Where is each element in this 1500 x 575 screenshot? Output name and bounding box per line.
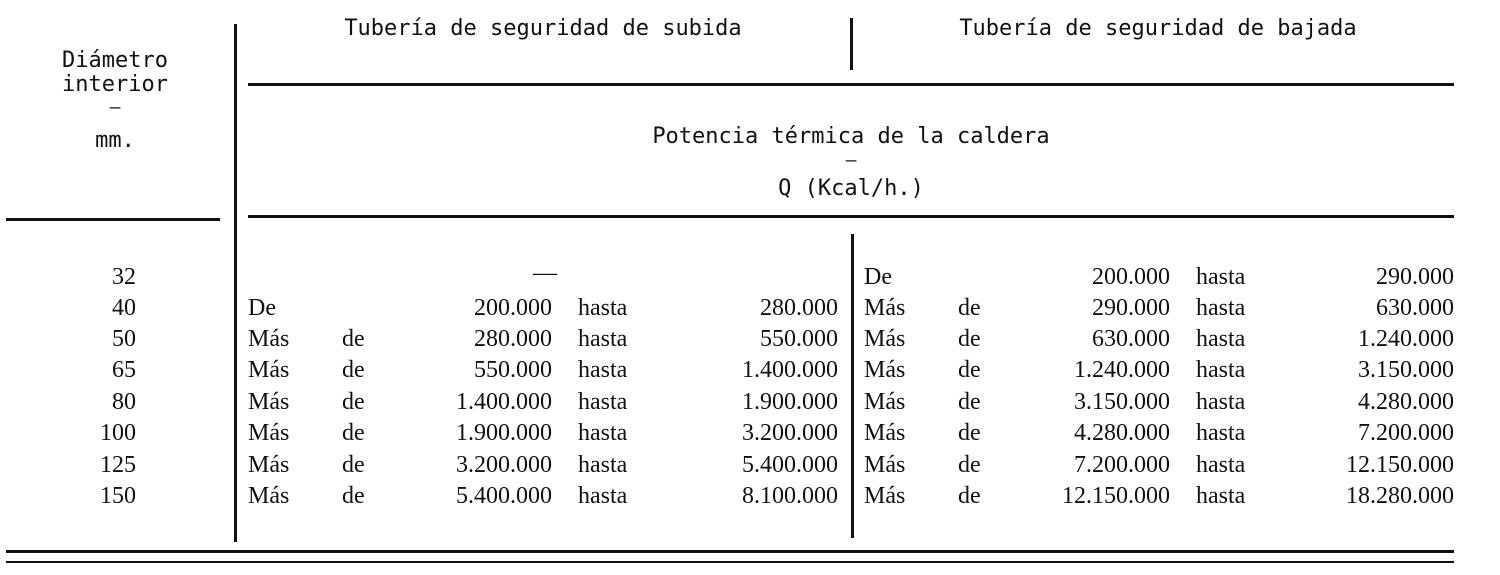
- potencia-dash: —: [845, 150, 857, 171]
- bajada-prefix-cell: Más: [864, 389, 906, 415]
- subida-hasta-cell: hasta: [578, 452, 628, 478]
- bajada-from-cell: 630.000: [1092, 326, 1170, 352]
- bajada-from-cell: 12.150.000: [1062, 483, 1170, 509]
- subida-hasta-cell: hasta: [578, 326, 628, 352]
- bajada-from-cell: 200.000: [1092, 264, 1170, 290]
- subida-prefix-cell: Más: [248, 389, 290, 415]
- bajada-to-cell: 7.200.000: [1358, 420, 1454, 446]
- diametro-cell: 80: [112, 389, 136, 415]
- bajada-prefix-cell: Más: [864, 483, 906, 509]
- subida-from-cell: 1.400.000: [456, 389, 552, 415]
- bajada-to-cell: 1.240.000: [1358, 326, 1454, 352]
- bajada-de-cell: de: [958, 295, 981, 321]
- bajada-hasta-cell: hasta: [1196, 264, 1246, 290]
- diametro-cell: 40: [112, 295, 136, 321]
- subida-hasta-cell: hasta: [578, 357, 628, 383]
- bajada-de-cell: de: [958, 483, 981, 509]
- subida-to-cell: 3.200.000: [742, 420, 838, 446]
- bajada-to-cell: 3.150.000: [1358, 357, 1454, 383]
- diametro-cell: 32: [112, 264, 136, 290]
- bajada-prefix-cell: Más: [864, 420, 906, 446]
- header-rule-upper: [248, 83, 1454, 86]
- subida-prefix-cell: Más: [248, 452, 290, 478]
- subida-prefix-cell: Más: [248, 483, 290, 509]
- diametro-cell: 100: [100, 420, 136, 446]
- subida-de-cell: de: [342, 420, 365, 446]
- bajada-prefix-cell: De: [864, 264, 892, 290]
- subida-hasta-cell: hasta: [578, 295, 628, 321]
- subida-de-cell: de: [342, 389, 365, 415]
- diametro-cell: 125: [100, 452, 136, 478]
- bajada-hasta-cell: hasta: [1196, 295, 1246, 321]
- potencia-unit: Q (Kcal/h.): [778, 176, 924, 201]
- subida-title: Tubería de seguridad de subida: [344, 16, 742, 41]
- bajada-hasta-cell: hasta: [1196, 326, 1246, 352]
- bajada-prefix-cell: Más: [864, 452, 906, 478]
- bajada-to-cell: 290.000: [1376, 264, 1454, 290]
- subida-de-cell: de: [342, 483, 365, 509]
- subida-de-cell: de: [342, 357, 365, 383]
- subida-dash-cell: —: [533, 260, 557, 286]
- diametro-dash: —: [109, 97, 121, 118]
- footer-double-rule-bottom: [6, 561, 1454, 563]
- bajada-de-cell: de: [958, 357, 981, 383]
- subida-de-cell: de: [342, 326, 365, 352]
- subida-de-cell: de: [342, 452, 365, 478]
- bajada-de-cell: de: [958, 420, 981, 446]
- bajada-to-cell: 630.000: [1376, 295, 1454, 321]
- subida-from-cell: 5.400.000: [456, 483, 552, 509]
- subida-prefix-cell: Más: [248, 357, 290, 383]
- subida-to-cell: 8.100.000: [742, 483, 838, 509]
- bajada-hasta-cell: hasta: [1196, 389, 1246, 415]
- bajada-to-cell: 18.280.000: [1346, 483, 1454, 509]
- diametro-label: Diámetro: [62, 48, 168, 73]
- bajada-prefix-cell: Más: [864, 357, 906, 383]
- bajada-de-cell: de: [958, 389, 981, 415]
- diametro-cell: 65: [112, 357, 136, 383]
- subida-prefix-cell: Más: [248, 420, 290, 446]
- subida-hasta-cell: hasta: [578, 389, 628, 415]
- subida-to-cell: 550.000: [760, 326, 838, 352]
- potencia-title: Potencia térmica de la caldera: [652, 124, 1050, 149]
- diametro-cell: 150: [100, 483, 136, 509]
- bajada-hasta-cell: hasta: [1196, 483, 1246, 509]
- bajada-hasta-cell: hasta: [1196, 420, 1246, 446]
- bajada-from-cell: 3.150.000: [1074, 389, 1170, 415]
- bajada-from-cell: 1.240.000: [1074, 357, 1170, 383]
- subida-prefix-cell: Más: [248, 326, 290, 352]
- subida-from-cell: 200.000: [474, 295, 552, 321]
- bajada-prefix-cell: Más: [864, 326, 906, 352]
- bajada-to-cell: 4.280.000: [1358, 389, 1454, 415]
- subida-to-cell: 1.400.000: [742, 357, 838, 383]
- bajada-from-cell: 7.200.000: [1074, 452, 1170, 478]
- subida-from-cell: 3.200.000: [456, 452, 552, 478]
- bajada-from-cell: 290.000: [1092, 295, 1170, 321]
- vertical-divider-main: [234, 24, 237, 542]
- subida-from-cell: 280.000: [474, 326, 552, 352]
- diametro-rule: [6, 218, 220, 221]
- bajada-from-cell: 4.280.000: [1074, 420, 1170, 446]
- bajada-to-cell: 12.150.000: [1346, 452, 1454, 478]
- subida-to-cell: 280.000: [760, 295, 838, 321]
- subida-hasta-cell: hasta: [578, 483, 628, 509]
- bajada-hasta-cell: hasta: [1196, 357, 1246, 383]
- subida-to-cell: 5.400.000: [742, 452, 838, 478]
- header-rule-lower: [248, 215, 1454, 218]
- interior-label: interior: [62, 72, 168, 97]
- vertical-divider-header: [850, 18, 853, 70]
- bajada-hasta-cell: hasta: [1196, 452, 1246, 478]
- subida-from-cell: 1.900.000: [456, 420, 552, 446]
- subida-to-cell: 1.900.000: [742, 389, 838, 415]
- vertical-divider-body: [851, 234, 854, 538]
- subida-hasta-cell: hasta: [578, 420, 628, 446]
- bajada-de-cell: de: [958, 326, 981, 352]
- subida-prefix-cell: De: [248, 295, 276, 321]
- diametro-cell: 50: [112, 326, 136, 352]
- subida-from-cell: 550.000: [474, 357, 552, 383]
- bajada-de-cell: de: [958, 452, 981, 478]
- bajada-prefix-cell: Más: [864, 295, 906, 321]
- diametro-unit: mm.: [95, 128, 135, 153]
- footer-double-rule-top: [6, 550, 1454, 553]
- bajada-title: Tubería de seguridad de bajada: [959, 16, 1357, 41]
